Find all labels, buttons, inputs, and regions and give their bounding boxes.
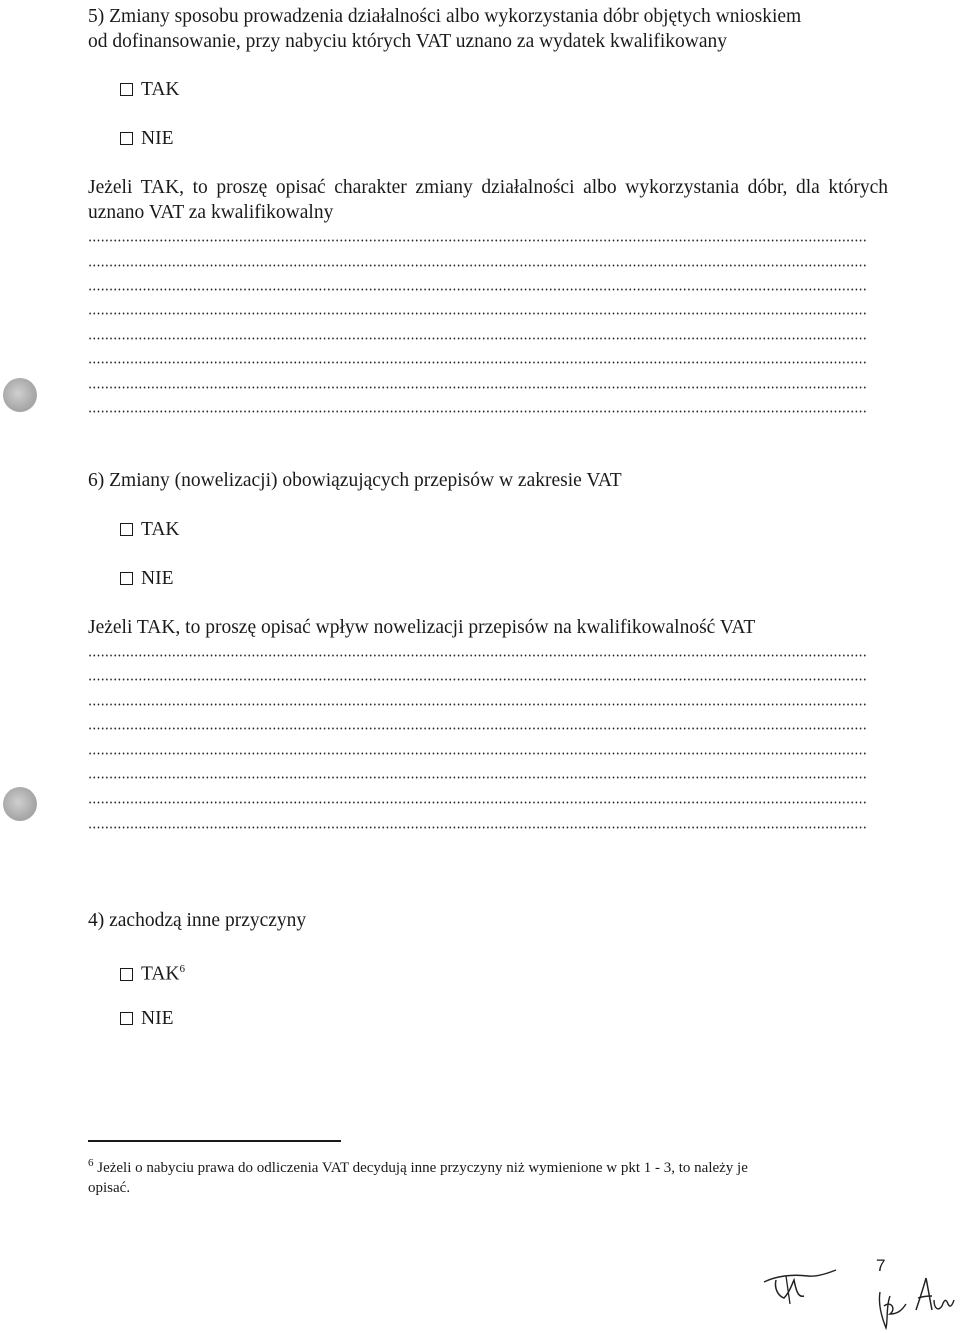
page-number: 7	[876, 1256, 886, 1275]
section-6-heading: 6) Zmiany (nowelizacji) obowiązujących przepisów w zakresie VAT	[88, 470, 622, 491]
answer-line[interactable]	[88, 361, 868, 364]
answer-line[interactable]	[88, 826, 868, 829]
answer-line[interactable]	[88, 264, 868, 267]
signature-initials-2	[866, 1270, 958, 1332]
footnote-text-line-2: opisać.	[88, 1180, 131, 1196]
answer-line[interactable]	[88, 239, 868, 242]
section-4-option-no[interactable]	[120, 1006, 174, 1031]
section-6-option-yes[interactable]	[120, 517, 180, 542]
checkbox-no[interactable]	[120, 1012, 133, 1025]
answer-line[interactable]	[88, 386, 868, 389]
option-yes-label: TAK	[141, 963, 180, 985]
section-5-option-yes[interactable]	[120, 77, 180, 102]
section-4-heading: 4) zachodzą inne przyczyny	[88, 910, 307, 931]
option-no-label: NIE	[141, 128, 174, 149]
section-5-heading-line-2: od dofinansowanie, przy nabyciu których VAT uznano za wydatek kwalifikowany	[88, 31, 728, 52]
answer-line[interactable]	[88, 678, 868, 681]
checkbox-no[interactable]	[120, 572, 133, 585]
option-no-label: NIE	[141, 568, 174, 589]
footnote-separator	[88, 1140, 341, 1142]
section-4-option-yes[interactable]	[120, 957, 185, 987]
footnote-marker: 6	[88, 1157, 94, 1169]
checkbox-yes[interactable]	[120, 83, 133, 96]
answer-line[interactable]	[88, 752, 868, 755]
section-5-option-no[interactable]	[120, 126, 174, 151]
section-6-option-no[interactable]	[120, 566, 174, 591]
answer-line[interactable]	[88, 727, 868, 730]
checkbox-no[interactable]	[120, 132, 133, 145]
footnote	[88, 1153, 888, 1198]
footnote-text-line-1: Jeżeli o nabyciu prawa do odliczenia VAT decydują inne przyczyny niż wymienione w pkt 1 - 3, to należy je	[97, 1160, 748, 1176]
checkbox-yes[interactable]	[120, 523, 133, 536]
answer-line[interactable]	[88, 654, 868, 657]
option-yes-label: TAK	[141, 519, 180, 540]
punch-hole-bottom	[3, 787, 37, 821]
checkbox-yes[interactable]	[120, 968, 133, 981]
answer-line[interactable]	[88, 776, 868, 779]
punch-hole-top	[3, 378, 37, 412]
footnote-ref: 6	[179, 963, 186, 975]
section-6-instruction: Jeżeli TAK, to proszę opisać wpływ nowelizacji przepisów na kwalifikowalność VAT	[88, 617, 756, 638]
signature-initials-1	[756, 1262, 840, 1312]
answer-line[interactable]	[88, 288, 868, 291]
answer-line[interactable]	[88, 410, 868, 413]
answer-line[interactable]	[88, 703, 868, 706]
answer-line[interactable]	[88, 312, 868, 315]
answer-line[interactable]	[88, 337, 868, 340]
answer-line[interactable]	[88, 801, 868, 804]
section-5-heading-line-1: 5) Zmiany sposobu prowadzenia działalności albo wykorzystania dóbr objętych wnioskiem	[88, 6, 802, 27]
option-no-label: NIE	[141, 1008, 174, 1029]
section-5-instruction: Jeżeli TAK, to proszę opisać charakter zmiany działalności albo wykorzystania dóbr, dla których uznano VAT za kwalifikowalny	[88, 177, 888, 223]
option-yes-label: TAK	[141, 79, 180, 100]
